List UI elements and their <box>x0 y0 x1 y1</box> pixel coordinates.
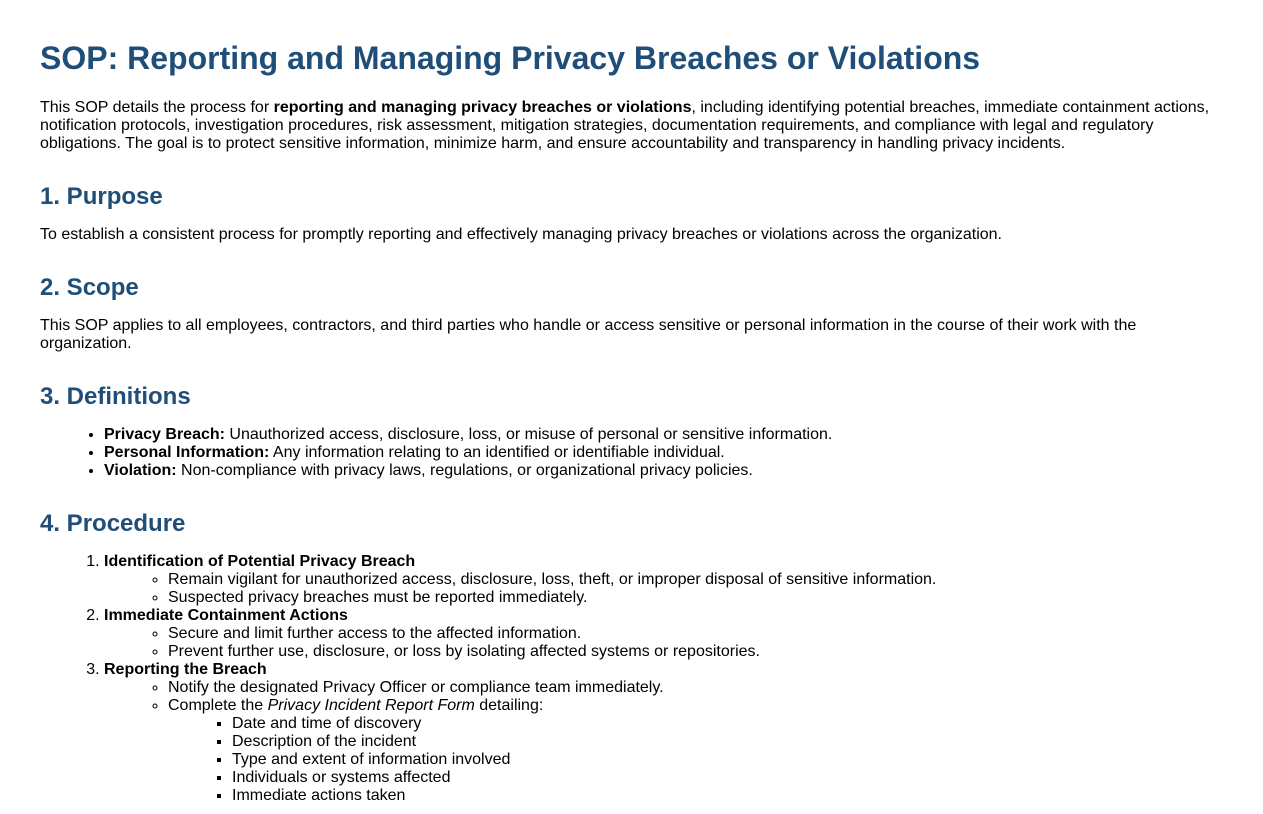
report-form-details-list <box>168 715 1223 805</box>
form-text-end: detailing: <box>474 697 544 714</box>
procedure-step <box>104 607 1223 661</box>
definition-term: Violation: <box>104 462 177 479</box>
definition-term: Privacy Breach: <box>104 426 225 443</box>
definition-text: Unauthorized access, disclosure, loss, or misuse of personal or sensitive information. <box>224 426 833 443</box>
procedure-step-item: ◦ Prevent further use, disclosure, or loss by isolating affected systems or repositories. <box>168 643 1223 661</box>
procedure-step-title: Reporting the Breach <box>104 661 267 678</box>
procedure-step-item: ◦ Remain vigilant for unauthorized access, disclosure, loss, theft, or improper disposal of sensitive information. <box>168 571 1223 589</box>
definition-term: Personal Information: <box>104 444 270 461</box>
definitions-heading: 3. Definitions <box>40 383 191 410</box>
definitions-list <box>40 426 1223 480</box>
definition-text: Any information relating to an identified or identifiable individual. <box>269 444 725 461</box>
procedure-step-item: ◦ Secure and limit further access to the affected information. <box>168 625 1223 643</box>
procedure-step-title: Immediate Containment Actions <box>104 607 348 624</box>
intro-paragraph <box>40 99 1223 153</box>
intro-bold-text: reporting and managing privacy breaches or violations <box>273 99 692 116</box>
report-form-detail: ▪ Type and extent of information involved <box>232 751 1223 769</box>
report-form-detail: ▪ Individuals or systems affected <box>232 769 1223 787</box>
definition-item <box>104 444 1223 462</box>
procedure-step-items <box>104 625 1223 661</box>
definition-item <box>104 426 1223 444</box>
procedure-step <box>104 553 1223 607</box>
report-form-detail: ▪ Immediate actions taken <box>232 787 1223 805</box>
purpose-text: To establish a consistent process for promptly reporting and effectively managing privacy breaches or violations across the organization. <box>40 226 1002 243</box>
intro-text-start: This SOP details the process for <box>40 99 274 116</box>
form-text-start: Complete the <box>168 697 268 714</box>
procedure-step-items <box>104 679 1223 805</box>
report-form-detail: ▪ Date and time of discovery <box>232 715 1223 733</box>
procedure-step-item: ◦ Notify the designated Privacy Officer or compliance team immediately. <box>168 679 1223 697</box>
definition-text: Non-compliance with privacy laws, regulations, or organizational privacy policies. <box>176 462 753 479</box>
scope-heading: 2. Scope <box>40 274 139 301</box>
procedure-heading: 4. Procedure <box>40 510 186 537</box>
report-form-name: Privacy Incident Report Form <box>267 697 475 714</box>
definition-item <box>104 462 1223 480</box>
scope-text: This SOP applies to all employees, contractors, and third parties who handle or access sensitive or personal information in the course of their work with the organization. <box>40 317 1137 352</box>
intro-text-end: , including identifying potential breaches, immediate containment actions, notification protocols, investigation procedures, risk assessment, mitigation strategies, documentation requirements, and compliance with legal and regulatory obligations. The goal is to protect sensitive information, minimize harm, and ensure accountability and transparency in handling privacy incidents. <box>40 99 1210 152</box>
procedure-step-title: Identification of Potential Privacy Breach <box>104 553 416 570</box>
procedure-steps-list <box>40 553 1223 805</box>
procedure-step-item: ◦ Suspected privacy breaches must be reported immediately. <box>168 589 1223 607</box>
procedure-step-item-form <box>168 697 1223 805</box>
page-title: SOP: Reporting and Managing Privacy Breaches or Violations <box>40 40 981 76</box>
report-form-detail: ▪ Description of the incident <box>232 733 1223 751</box>
purpose-heading: 1. Purpose <box>40 183 163 210</box>
procedure-step-items <box>104 571 1223 607</box>
procedure-step <box>104 661 1223 805</box>
